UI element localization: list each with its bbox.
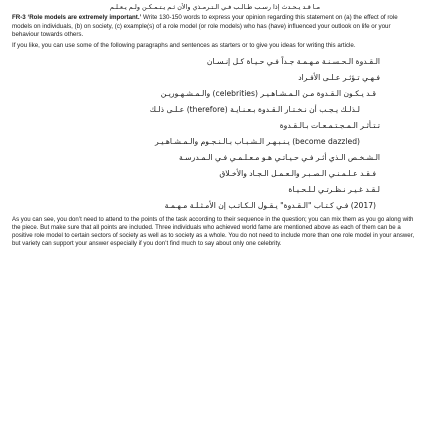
arabic-line-10: (2017) فـي كـتـاب "الـقـدوة" يـقـول الـكـاتـب إن الأمـثـلـة مـهـمـة: [164, 200, 376, 210]
arabic-line-7: الـشـخـص الـذي أثـر فـي حـيـاتـي هـو مـعـلـمـي فـي الـمـدرسـة: [179, 152, 380, 162]
arabic-line-9: لـقـد غـيـر نـظـرتـي لـلـحـيـاة: [288, 184, 380, 194]
arabic-line-3: قـد يـكـون الـقـدوة مـن الـمـشـاهـيـر (celebrities) والـمـشـهـوريـن: [160, 89, 376, 99]
arabic-line-8: فـقـد عـلـمـنـي الـصـبـر والـعـمـل الـجـاد والأخـلاق: [219, 168, 376, 178]
page-header: مـا قـد يـحـدث إذا رسـب طـالـب فـي الـتـرمـذي والأن ثـم يـتـمـكـن ولـم يـعـلـم: [109, 3, 321, 11]
arabic-line-5: تـتـأثـر الـمـجـتـمـعـات بـالـقـدوة: [279, 121, 380, 131]
arabic-line-1: الـقـدوة الـحـسـنـة مـهـمـة جـداً فـي حـيـاة كـل إنـسـان: [206, 57, 380, 67]
closing-paragraph: As you can see, you don’t need to attend to the points of the task according to their sequence in the question; you can mix them as you go along with the piece. But make sure that all points are included. Three individuals who achieved world fame are mentioned above as each of them can be a positive role model to certain sectors of society as well as to society as a whole. You do not need to include more than one role model in your answer, but variety can support your answer especially if you don’t find much to say about only one celebrity.: [12, 215, 415, 247]
task-instructions: [12, 14, 418, 39]
task-label: FR-3 ‘Role models are extremely important.’: [12, 14, 142, 22]
arabic-line-4: لـذلـك يـجـب أن نـخـتـار الـقـدوة بـعـنـايـة (therefore) عـلـى ذلـك: [149, 105, 360, 115]
arabic-line-2: فـهـي تـؤثـر عـلـى الأفـراد: [298, 73, 380, 83]
starter-note: If you like, you can use some of the following paragraphs and sentences as starters or to give you ideas for writing this article.: [12, 42, 356, 50]
task-body: Write 130-150 words to express your opinion regarding this statement on (a) the effect of role models on individuals, (b) on society, (c) example(s) of a role model (or role models) who has (have) influenced your outlook on life or your behaviour towards others.: [12, 14, 398, 38]
arabic-line-6: (become dazzled) يـنـبـهـر الـشـبـاب بـالـنـجـوم والـمـشـاهـيـر: [155, 136, 360, 146]
arabic-starters: [12, 56, 418, 211]
